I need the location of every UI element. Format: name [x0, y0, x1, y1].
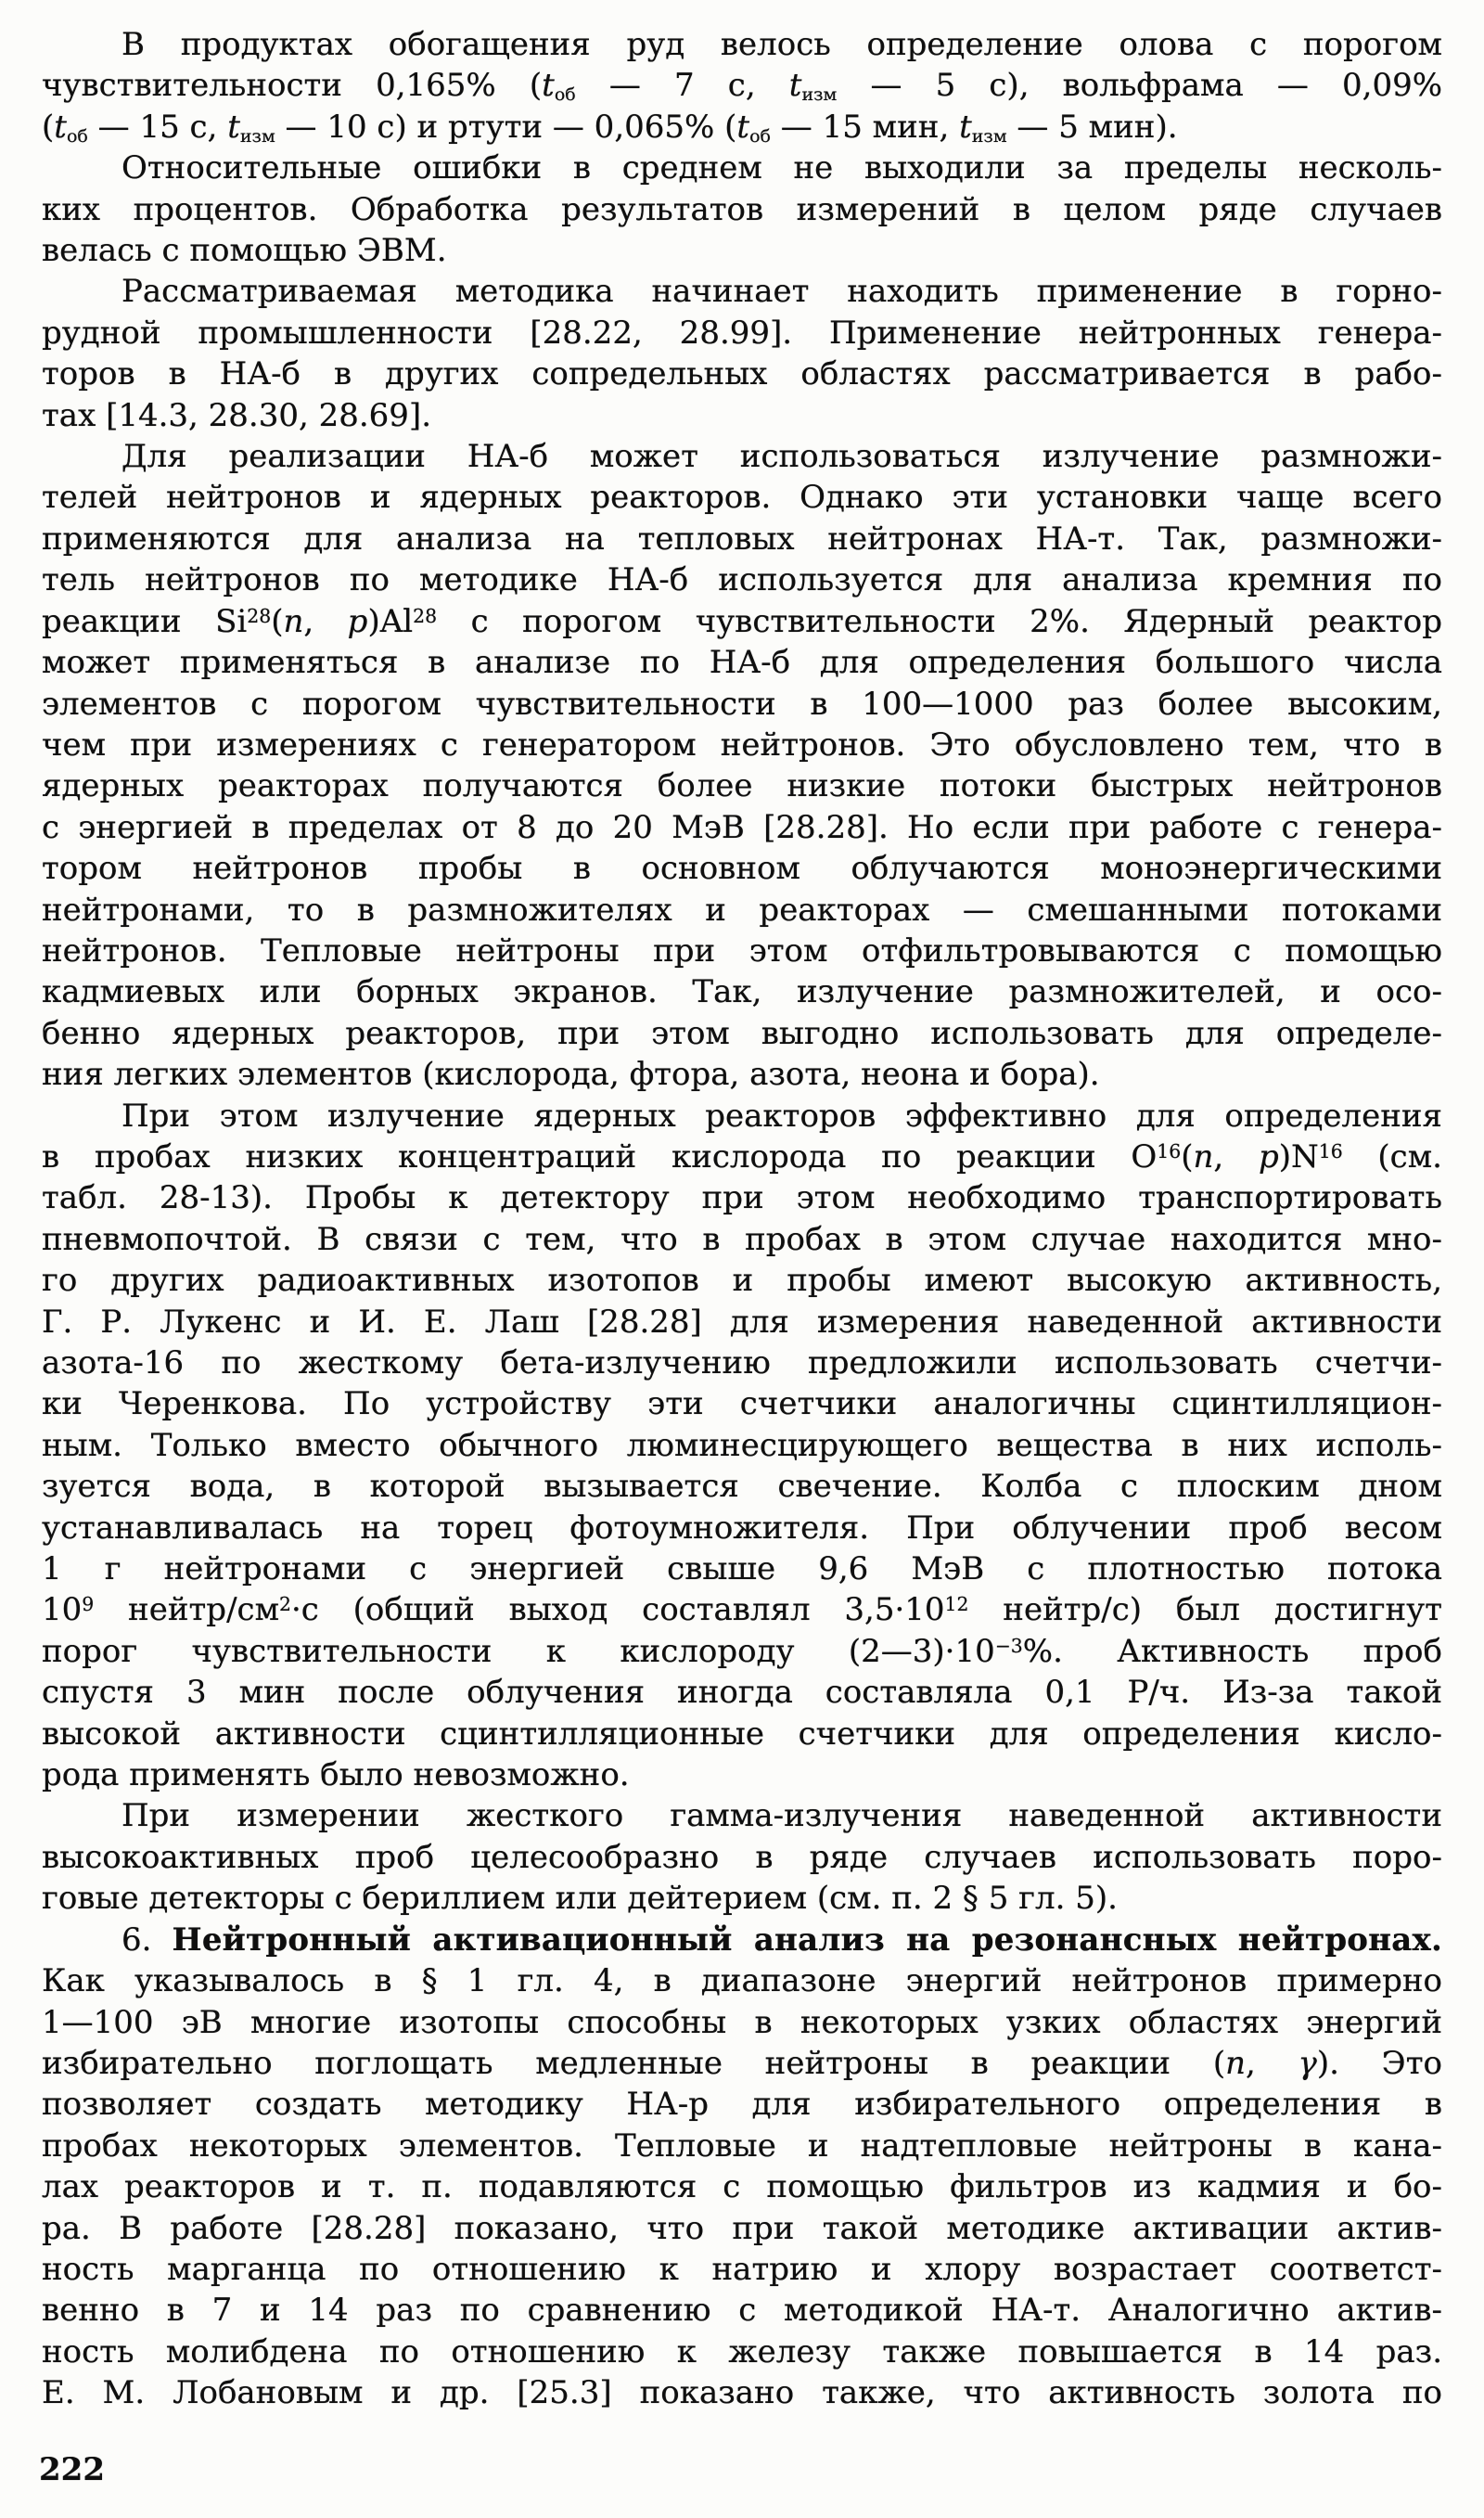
text-line: Е. М. Лобановым и др. [25.3] показано также, что активность золота по	[42, 2374, 1442, 2412]
text-line: ность молибдена по отношению к железу также повышается в 14 раз.	[42, 2332, 1442, 2370]
text-line: лах реакторов и т. п. подавляются с помощью фильтров из кадмия и бо-	[42, 2168, 1442, 2206]
text-line: элементов с порогом чувствительности в 100—1000 раз более высоким,	[42, 685, 1442, 723]
text-line: В продуктах обогащения руд велось определение олова с порогом	[122, 26, 1442, 63]
text-line: спустя 3 мин после облучения иногда составляла 0,1 Р/ч. Из-за такой	[42, 1674, 1442, 1712]
text-line: позволяет создать методику НА-р для избирательного определения в	[42, 2086, 1442, 2124]
text-line: зуется вода, в которой вызывается свечение. Колба с плоским дном	[42, 1468, 1442, 1506]
text-line: торов в НА-б в других сопредельных областях рассматривается в рабо-	[42, 355, 1442, 393]
text-line: ным. Только вместо обычного люминесцирующего вещества в них исполь-	[42, 1426, 1442, 1464]
text-line: бенно ядерных реакторов, при этом выгодно использовать для определе-	[42, 1014, 1442, 1052]
text-line: азота-16 по жесткому бета-излучению предложили использовать счетчи-	[42, 1344, 1442, 1381]
text-line: телей нейтронов и ядерных реакторов. Однако эти установки чаще всего	[42, 479, 1442, 517]
text-line: избирательно поглощать медленные нейтроны в реакции (n, γ). Это	[42, 2044, 1442, 2082]
paragraph-threshold-detectors	[42, 1795, 1442, 1919]
text-line: табл. 28-13). Пробы к детектору при этом необходимо транспортировать	[42, 1179, 1442, 1217]
text-line: Рассматриваемая методика начинает находить применение в горно-	[122, 273, 1442, 311]
text-line: чувствительности 0,165% ($t_{об}$ — 7 с, $t_{изм}$ — 5 с), вольфрама — 0,09%	[42, 67, 1443, 106]
text-line: При измерении жесткого гамма-излучения наведенной активности	[122, 1797, 1442, 1835]
text-line: венно в 7 и 14 раз по сравнению с методикой НА-т. Аналогично актив-	[42, 2292, 1442, 2330]
text-line: тель нейтронов по методике НА-б используется для анализа кремния по	[42, 561, 1442, 599]
text-line: чем при измерениях с генератором нейтронов. Это обусловлено тем, что в	[42, 726, 1442, 764]
text-line: тором нейтронов пробы в основном облучаются моноэнергическими	[42, 850, 1442, 888]
paragraph-oxygen-determination	[42, 1096, 1442, 1796]
text-line: ки Черенкова. По устройству эти счетчики аналогичны сцинтилляцион-	[42, 1385, 1442, 1423]
text-line: $10^9$ нейтр/$см^2\cdot с$ (общий выход составлял $3,5\cdot 10^{12}$ нейтр/с) был достигнут	[42, 1591, 1442, 1629]
text-line: Для реализации НА-б может использоваться излучение размножи-	[122, 438, 1442, 476]
text-line: высокоактивных проб целесообразно в ряде случаев использовать поро-	[42, 1838, 1442, 1876]
paragraph-na-b-realization	[42, 436, 1442, 1096]
text-line: пневмопочтой. В связи с тем, что в пробах в этом случае находится мно-	[42, 1220, 1442, 1258]
body-text	[42, 24, 1442, 2414]
text-line: с энергией в пределах от 8 до 20 МэВ [28.28]. Но если при работе с генера-	[42, 808, 1442, 846]
text-line: При этом излучение ядерных реакторов эффективно для определения	[122, 1097, 1442, 1135]
text-line: говые детекторы с бериллием или дейтерием (см. п. 2 § 5 гл. 5).	[42, 1880, 1118, 1918]
text-line: применяются для анализа на тепловых нейтронах НА-т. Так, размножи-	[42, 520, 1442, 558]
paragraph-errors-computer	[42, 148, 1442, 271]
paragraph-mining-applications	[42, 271, 1442, 436]
text-line: рудной промышленности [28.22, 28.99]. Применение нейтронных генера-	[42, 314, 1442, 352]
text-line: тах [14.3, 28.30, 28.69].	[42, 396, 432, 434]
text-line: Г. Р. Лукенс и И. Е. Лаш [28.28] для измерения наведенной активности	[42, 1303, 1442, 1341]
text-line: реакции Si$^{28}$(n, p)Al$^{28}$ с порогом чувствительности 2%. Ядерный реактор	[42, 602, 1442, 640]
text-line: го других радиоактивных изотопов и пробы имеют высокую активность,	[42, 1262, 1442, 1300]
text-line: высокой активности сцинтилляционные счетчики для определения кисло-	[42, 1715, 1442, 1753]
page-number: 222	[39, 2451, 105, 2488]
text-line: ких процентов. Обработка результатов измерений в целом ряде случаев	[42, 190, 1442, 228]
text-line: ра. В работе [28.28] показано, что при такой методике активации актив-	[42, 2209, 1442, 2247]
paragraph-thresholds	[42, 24, 1442, 148]
text-line: рода применять было невозможно.	[42, 1756, 630, 1794]
text-line: 1—100 эВ многие изотопы способны в некоторых узких областях энергий	[42, 2003, 1442, 2041]
text-line: Относительные ошибки в среднем не выходили за пределы несколь-	[122, 149, 1442, 187]
paragraph-resonance-neutron-section	[42, 1920, 1442, 2414]
text-line: порог чувствительности к кислороду $(2—3)\cdot 10^{-3}\%$. Активность проб	[42, 1632, 1442, 1670]
text-line: нейтронами, то в размножителях и реакторах — смешанными потоками	[42, 891, 1442, 929]
text-line: 1 г нейтронами с энергией свыше 9,6 МэВ с плотностью потока	[42, 1550, 1442, 1588]
text-line: ($t_{об}$ — 15 с, $t_{изм}$ — 10 с) и ртути — 0,065% ($t_{об}$ — 15 мин, $t_{изм}$ — 5 мин).	[42, 108, 1178, 147]
text-line: нейтронов. Тепловые нейтроны при этом отфильтровываются с помощью	[42, 931, 1442, 970]
text-line: Как указывалось в § 1 гл. 4, в диапазоне энергий нейтронов примерно	[42, 1962, 1442, 2000]
text-line: может применяться в анализе по НА-б для определения большого числа	[42, 644, 1442, 682]
text-line: пробах некоторых элементов. Тепловые и надтепловые нейтроны в кана-	[42, 2126, 1442, 2165]
text-line: ядерных реакторах получаются более низкие потоки быстрых нейтронов	[42, 767, 1442, 805]
text-line: кадмиевых или борных экранов. Так, излучение размножителей, и осо-	[42, 973, 1442, 1011]
text-line: в пробах низких концентраций кислорода по реакции $O^{16}(n$, $p)N^{16}$ (см.	[42, 1137, 1442, 1175]
text-line: ния легких элементов (кислорода, фтора, азота, неона и бора).	[42, 1056, 1100, 1094]
text-line: велась с помощью ЭВМ.	[42, 232, 447, 270]
text-line: ность марганца по отношению к натрию и хлору возрастает соответст-	[42, 2250, 1442, 2288]
text-line: устанавливалась на торец фотоумножителя. При облучении проб весом	[42, 1509, 1442, 1547]
text-line: 6. Нейтронный активационный анализ на резонансных нейтронах.	[122, 1921, 1443, 1959]
